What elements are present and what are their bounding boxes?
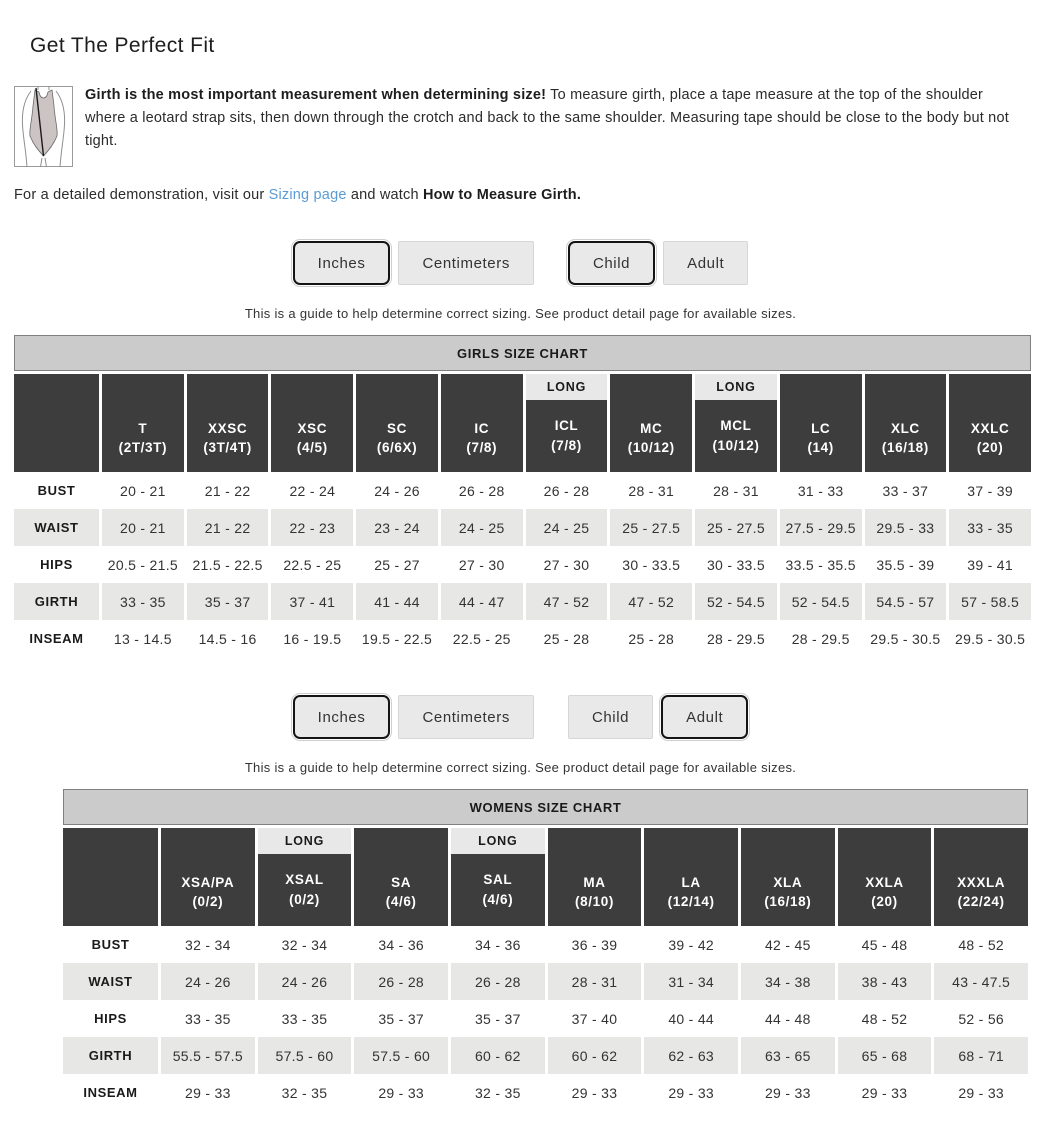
measurement-value-cell: 30 - 33.5	[610, 546, 692, 583]
size-column-label: SC (6/6X)	[376, 420, 418, 456]
row-label: HIPS	[14, 546, 99, 583]
measurement-value-cell: 20 - 21	[102, 472, 184, 509]
size-column-label: XLA (16/18)	[764, 874, 812, 910]
measurement-value-cell: 31 - 34	[644, 963, 738, 1000]
girth-intro-bold: Girth is the most important measurement when determining size!	[85, 87, 547, 103]
measurement-value-cell: 41 - 44	[356, 583, 438, 620]
measurement-value-cell: 42 - 45	[741, 926, 835, 963]
measurement-value-cell: 28 - 29.5	[780, 620, 862, 657]
measurement-row-bust	[14, 472, 1031, 509]
measurement-value-cell: 30 - 33.5	[695, 546, 777, 583]
measurement-value-cell: 24 - 25	[441, 509, 523, 546]
leotard-girth-diagram-image	[14, 86, 73, 167]
size-column-label: LA (12/14)	[667, 874, 715, 910]
measurement-value-cell: 33 - 35	[102, 583, 184, 620]
measurement-value-cell: 25 - 27.5	[610, 509, 692, 546]
size-column-header	[354, 828, 448, 926]
measurement-value-cell: 43 - 47.5	[934, 963, 1028, 1000]
womens-toggle-row	[0, 695, 1041, 739]
measurement-value-cell: 37 - 40	[548, 1000, 642, 1037]
row-label: GIRTH	[14, 583, 99, 620]
measurement-value-cell: 25 - 27.5	[695, 509, 777, 546]
demo-prefix: For a detailed demonstration, visit our	[14, 187, 269, 203]
measurement-row-hips	[63, 1000, 1028, 1037]
chart-header-row	[63, 828, 1028, 926]
measurement-value-cell: 52 - 54.5	[780, 583, 862, 620]
girth-intro-paragraph	[85, 84, 1021, 153]
adult-button[interactable]: Adult	[661, 695, 748, 739]
measurement-row-hips	[14, 546, 1031, 583]
measurement-value-cell: 37 - 41	[271, 583, 353, 620]
size-column-label: XLC (16/18)	[881, 420, 929, 456]
measurement-value-cell: 54.5 - 57	[865, 583, 947, 620]
sizing-page-link[interactable]: Sizing page	[268, 187, 347, 203]
measurement-value-cell: 38 - 43	[838, 963, 932, 1000]
size-column-label: T (2T/3T)	[118, 420, 168, 456]
demo-bold: How to Measure Girth.	[422, 187, 582, 203]
measurement-value-cell: 35 - 37	[187, 583, 269, 620]
measurement-row-girth	[63, 1037, 1028, 1074]
size-column-label: ICL (7/8)	[551, 418, 582, 453]
measurement-value-cell: 20.5 - 21.5	[102, 546, 184, 583]
measurement-value-cell: 28 - 31	[548, 963, 642, 1000]
size-column-label: XXLC (20)	[970, 420, 1010, 456]
measurement-value-cell: 29 - 33	[161, 1074, 255, 1111]
womens-size-chart	[63, 789, 1028, 1111]
measurement-value-cell: 65 - 68	[838, 1037, 932, 1074]
measurement-value-cell: 20 - 21	[102, 509, 184, 546]
measurement-value-cell: 44 - 47	[441, 583, 523, 620]
measurement-row-girth	[14, 583, 1031, 620]
long-label: LONG	[451, 828, 545, 854]
measurement-value-cell: 22.5 - 25	[441, 620, 523, 657]
measurement-value-cell: 57.5 - 60	[258, 1037, 352, 1074]
row-label: BUST	[14, 472, 99, 509]
measurement-row-inseam	[14, 620, 1031, 657]
row-label: HIPS	[63, 1000, 158, 1037]
long-label: LONG	[258, 828, 352, 854]
measurement-value-cell: 27.5 - 29.5	[780, 509, 862, 546]
measurement-value-cell: 29 - 33	[934, 1074, 1028, 1111]
measurement-value-cell: 29 - 33	[548, 1074, 642, 1111]
measurement-value-cell: 44 - 48	[741, 1000, 835, 1037]
size-column-header	[258, 828, 352, 926]
child-button[interactable]: Child	[568, 695, 653, 739]
measurement-value-cell: 52 - 54.5	[695, 583, 777, 620]
row-label: WAIST	[63, 963, 158, 1000]
row-label: WAIST	[14, 509, 99, 546]
measurement-value-cell: 29 - 33	[838, 1074, 932, 1111]
measurement-value-cell: 29 - 33	[741, 1074, 835, 1111]
measurement-value-cell: 26 - 28	[354, 963, 448, 1000]
measurement-value-cell: 22.5 - 25	[271, 546, 353, 583]
measurement-value-cell: 60 - 62	[548, 1037, 642, 1074]
chart-header-corner-cell	[63, 828, 158, 926]
size-column-header	[644, 828, 738, 926]
measurement-value-cell: 40 - 44	[644, 1000, 738, 1037]
measurement-value-cell: 32 - 34	[258, 926, 352, 963]
size-column-label: MA (8/10)	[575, 874, 614, 910]
womens-guide-note: This is a guide to help determine correct sizing. See product detail page for available sizes.	[244, 760, 797, 775]
measurement-value-cell: 25 - 28	[526, 620, 608, 657]
measurement-value-cell: 35.5 - 39	[865, 546, 947, 583]
measurement-value-cell: 63 - 65	[741, 1037, 835, 1074]
measurement-value-cell: 37 - 39	[949, 472, 1031, 509]
demo-line	[14, 187, 1021, 203]
size-column-label: XXXLA (22/24)	[957, 874, 1006, 910]
measurement-value-cell: 48 - 52	[934, 926, 1028, 963]
measurement-value-cell: 33.5 - 35.5	[780, 546, 862, 583]
child-button[interactable]: Child	[568, 241, 655, 285]
size-column-label: XSC (4/5)	[296, 420, 328, 456]
measurement-value-cell: 55.5 - 57.5	[161, 1037, 255, 1074]
size-column-header	[548, 828, 642, 926]
size-column-label: LC (14)	[807, 420, 834, 456]
measurement-value-cell: 33 - 35	[161, 1000, 255, 1037]
measurement-value-cell: 32 - 35	[451, 1074, 545, 1111]
measurement-value-cell: 14.5 - 16	[187, 620, 269, 657]
measurement-value-cell: 22 - 24	[271, 472, 353, 509]
measurement-value-cell: 33 - 37	[865, 472, 947, 509]
size-column-header	[441, 374, 523, 472]
size-column-header	[865, 374, 947, 472]
long-label: LONG	[526, 374, 608, 400]
demo-middle: and watch	[346, 187, 423, 203]
size-column-header	[187, 374, 269, 472]
measurement-value-cell: 47 - 52	[610, 583, 692, 620]
measurement-value-cell: 29.5 - 33	[865, 509, 947, 546]
measurement-value-cell: 25 - 27	[356, 546, 438, 583]
measurement-value-cell: 23 - 24	[356, 509, 438, 546]
size-column-header	[161, 828, 255, 926]
inches-button[interactable]: Inches	[293, 241, 391, 285]
measurement-value-cell: 16 - 19.5	[271, 620, 353, 657]
size-column-label: MCL (10/12)	[712, 418, 760, 453]
measurement-value-cell: 45 - 48	[838, 926, 932, 963]
measurement-value-cell: 24 - 26	[161, 963, 255, 1000]
centimeters-button[interactable]: Centimeters	[398, 695, 533, 739]
measurement-value-cell: 26 - 28	[526, 472, 608, 509]
size-column-label: MC (10/12)	[627, 420, 675, 456]
row-label: INSEAM	[63, 1074, 158, 1111]
size-column-label: XXSC (3T/4T)	[203, 420, 252, 456]
centimeters-button[interactable]: Centimeters	[398, 241, 533, 285]
size-column-label: SAL (4/6)	[482, 872, 514, 907]
measurement-value-cell: 48 - 52	[838, 1000, 932, 1037]
measurement-value-cell: 68 - 71	[934, 1037, 1028, 1074]
girls-guide-note: This is a guide to help determine correct sizing. See product detail page for available sizes.	[244, 306, 797, 321]
adult-button[interactable]: Adult	[663, 241, 748, 285]
measurement-value-cell: 21.5 - 22.5	[187, 546, 269, 583]
measurement-value-cell: 39 - 42	[644, 926, 738, 963]
measurement-value-cell: 26 - 28	[441, 472, 523, 509]
measurement-value-cell: 28 - 31	[695, 472, 777, 509]
row-label: INSEAM	[14, 620, 99, 657]
measurement-value-cell: 57.5 - 60	[354, 1037, 448, 1074]
chart-title-bar: GIRLS SIZE CHART	[14, 335, 1031, 371]
measurement-value-cell: 35 - 37	[354, 1000, 448, 1037]
row-label: BUST	[63, 926, 158, 963]
chart-header-corner-cell	[14, 374, 99, 472]
measurement-value-cell: 29 - 33	[644, 1074, 738, 1111]
size-column-header	[271, 374, 353, 472]
measurement-value-cell: 52 - 56	[934, 1000, 1028, 1037]
measurement-value-cell: 34 - 36	[451, 926, 545, 963]
measurement-row-waist	[63, 963, 1028, 1000]
measurement-value-cell: 19.5 - 22.5	[356, 620, 438, 657]
measurement-value-cell: 36 - 39	[548, 926, 642, 963]
size-column-header	[949, 374, 1031, 472]
measurement-value-cell: 29.5 - 30.5	[949, 620, 1031, 657]
size-column-label: XSAL (0/2)	[285, 872, 324, 907]
measurement-value-cell: 29 - 33	[354, 1074, 448, 1111]
size-column-label: SA (4/6)	[385, 874, 417, 910]
size-column-header	[741, 828, 835, 926]
chart-title-bar: WOMENS SIZE CHART	[63, 789, 1028, 825]
measurement-value-cell: 27 - 30	[441, 546, 523, 583]
measurement-value-cell: 22 - 23	[271, 509, 353, 546]
measurement-row-waist	[14, 509, 1031, 546]
measurement-value-cell: 21 - 22	[187, 472, 269, 509]
size-column-label: XXLA (20)	[865, 874, 904, 910]
long-label: LONG	[695, 374, 777, 400]
measurement-value-cell: 28 - 29.5	[695, 620, 777, 657]
measurement-value-cell: 32 - 35	[258, 1074, 352, 1111]
size-column-label: IC (7/8)	[466, 420, 498, 456]
measurement-value-cell: 24 - 26	[356, 472, 438, 509]
measurement-value-cell: 24 - 26	[258, 963, 352, 1000]
measurement-value-cell: 34 - 38	[741, 963, 835, 1000]
size-column-header	[356, 374, 438, 472]
measurement-value-cell: 57 - 58.5	[949, 583, 1031, 620]
measurement-value-cell: 33 - 35	[949, 509, 1031, 546]
size-guide-page	[0, 34, 1041, 1146]
measurement-value-cell: 29.5 - 30.5	[865, 620, 947, 657]
girth-intro-section	[14, 84, 1021, 167]
page-title: Get The Perfect Fit	[30, 34, 215, 57]
measurement-value-cell: 47 - 52	[526, 583, 608, 620]
size-column-header	[780, 374, 862, 472]
inches-button[interactable]: Inches	[293, 695, 391, 739]
measurement-value-cell: 35 - 37	[451, 1000, 545, 1037]
size-column-header	[451, 828, 545, 926]
size-column-header	[934, 828, 1028, 926]
measurement-value-cell: 32 - 34	[161, 926, 255, 963]
size-column-header	[838, 828, 932, 926]
size-column-header	[526, 374, 608, 472]
measurement-value-cell: 28 - 31	[610, 472, 692, 509]
measurement-value-cell: 25 - 28	[610, 620, 692, 657]
measurement-value-cell: 34 - 36	[354, 926, 448, 963]
size-column-header	[610, 374, 692, 472]
measurement-value-cell: 27 - 30	[526, 546, 608, 583]
measurement-value-cell: 26 - 28	[451, 963, 545, 1000]
chart-header-row	[14, 374, 1031, 472]
measurement-value-cell: 21 - 22	[187, 509, 269, 546]
measurement-row-inseam	[63, 1074, 1028, 1111]
measurement-value-cell: 13 - 14.5	[102, 620, 184, 657]
measurement-row-bust	[63, 926, 1028, 963]
measurement-value-cell: 62 - 63	[644, 1037, 738, 1074]
size-column-header	[695, 374, 777, 472]
measurement-value-cell: 60 - 62	[451, 1037, 545, 1074]
measurement-value-cell: 39 - 41	[949, 546, 1031, 583]
measurement-value-cell: 33 - 35	[258, 1000, 352, 1037]
girth-intro-rest: To measure girth, place a tape measure at the top of the shoulder where a leotard strap sits, then down through the crotch and back to the same shoulder. Measuring tape should be close to the body but not tight.	[85, 87, 1009, 149]
size-column-header	[102, 374, 184, 472]
measurement-value-cell: 31 - 33	[780, 472, 862, 509]
girls-toggle-row	[0, 241, 1041, 285]
measurement-value-cell: 24 - 25	[526, 509, 608, 546]
girls-size-chart	[14, 335, 1031, 657]
row-label: GIRTH	[63, 1037, 158, 1074]
size-column-label: XSA/PA (0/2)	[181, 874, 235, 910]
